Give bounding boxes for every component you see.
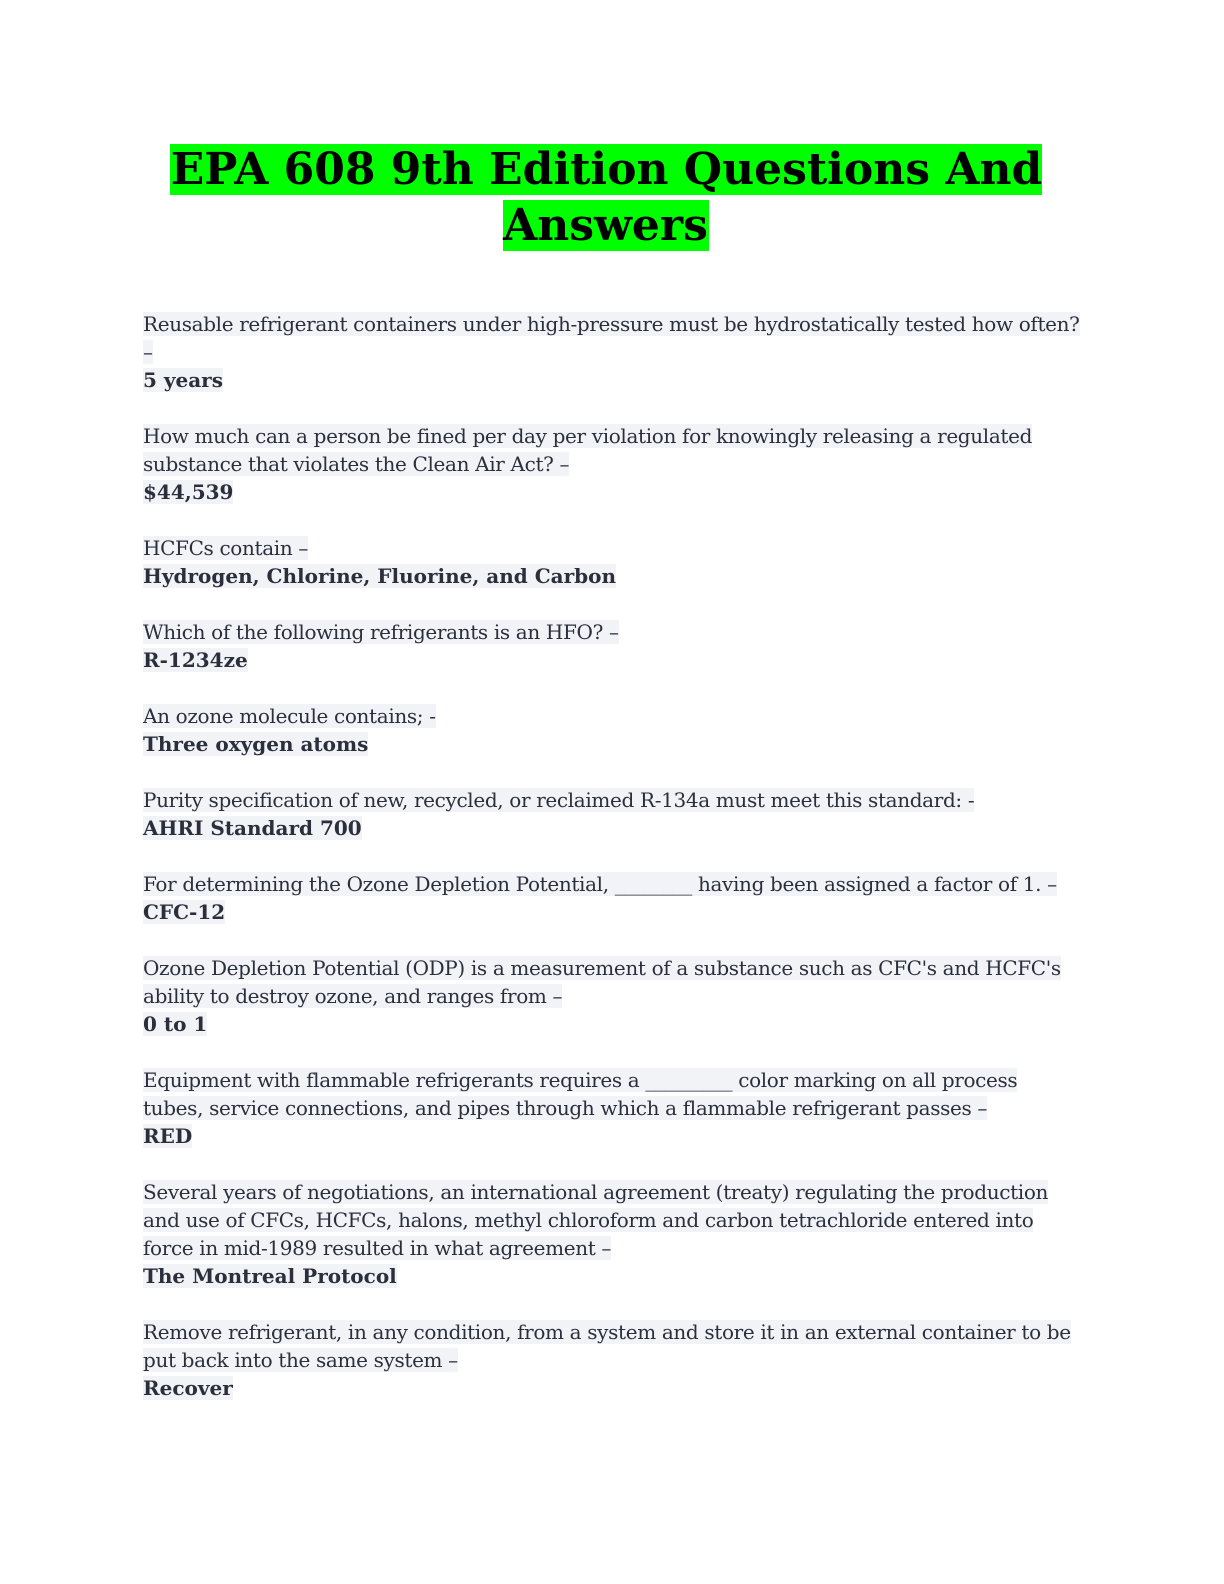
qa-item bbox=[143, 1178, 1083, 1290]
question-text: Reusable refrigerant containers under high-pressure must be hydrostatically tested how often? – bbox=[143, 312, 1080, 364]
question-text: Ozone Depletion Potential (ODP) is a measurement of a substance such as CFC's and HCFC's ability to destroy ozone, and ranges from – bbox=[143, 956, 1061, 1008]
qa-item bbox=[143, 422, 1083, 506]
answer-text: Hydrogen, Chlorine, Fluorine, and Carbon bbox=[143, 564, 617, 588]
document-title bbox=[143, 142, 1069, 254]
answer-text: RED bbox=[143, 1124, 193, 1148]
qa-item bbox=[143, 1066, 1083, 1150]
answer-text: Three oxygen atoms bbox=[143, 732, 369, 756]
qa-item bbox=[143, 702, 1083, 758]
question-text: Equipment with flammable refrigerants requires a _________ color marking on all process tubes, service connections, and pipes through which a flammable refrigerant passes – bbox=[143, 1068, 1018, 1120]
qa-item bbox=[143, 310, 1083, 394]
question-text: Purity specification of new, recycled, or reclaimed R-134a must meet this standard: - bbox=[143, 788, 975, 812]
answer-text: CFC-12 bbox=[143, 900, 226, 924]
answer-text: AHRI Standard 700 bbox=[143, 816, 362, 840]
qa-list bbox=[143, 310, 1083, 1430]
question-text: Remove refrigerant, in any condition, from a system and store it in an external container to be put back into the same system – bbox=[143, 1320, 1071, 1372]
question-text: For determining the Ozone Depletion Potential, ________ having been assigned a factor of 1. – bbox=[143, 872, 1057, 896]
question-text: HCFCs contain – bbox=[143, 536, 309, 560]
answer-text: Recover bbox=[143, 1376, 233, 1400]
qa-item bbox=[143, 534, 1083, 590]
question-text: Which of the following refrigerants is an HFO? – bbox=[143, 620, 619, 644]
qa-item bbox=[143, 1318, 1083, 1402]
document-title-text: EPA 608 9th Edition Questions And Answers bbox=[170, 144, 1043, 251]
answer-text: $44,539 bbox=[143, 480, 234, 504]
qa-item bbox=[143, 870, 1083, 926]
answer-text: 0 to 1 bbox=[143, 1012, 208, 1036]
answer-text: 5 years bbox=[143, 368, 223, 392]
qa-item bbox=[143, 786, 1083, 842]
question-text: How much can a person be fined per day per violation for knowingly releasing a regulated substance that violates the Clean Air Act? – bbox=[143, 424, 1033, 476]
answer-text: R-1234ze bbox=[143, 648, 248, 672]
answer-text: The Montreal Protocol bbox=[143, 1264, 397, 1288]
qa-item bbox=[143, 954, 1083, 1038]
question-text: An ozone molecule contains; - bbox=[143, 704, 436, 728]
qa-item bbox=[143, 618, 1083, 674]
question-text: Several years of negotiations, an international agreement (treaty) regulating the production and use of CFCs, HCFCs, halons, methyl chloroform and carbon tetrachloride entered into force in mid-1989 resulted in what agreement – bbox=[143, 1180, 1049, 1260]
